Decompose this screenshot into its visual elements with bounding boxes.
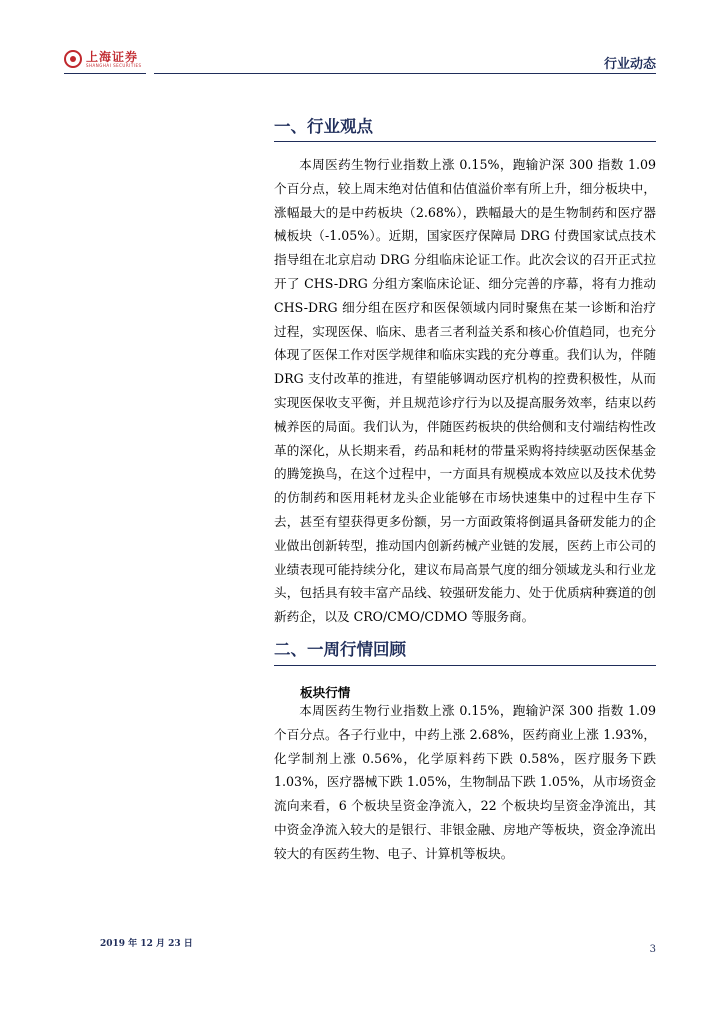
header-divider [154, 73, 656, 74]
section-divider-1 [274, 141, 656, 142]
section-title-weekly-review: 二、一周行情回顾 [274, 640, 406, 659]
section-divider-2 [274, 665, 656, 666]
company-logo [64, 50, 142, 68]
section-title-industry-view: 一、行业观点 [274, 117, 373, 136]
page-number: 3 [649, 944, 656, 955]
weekly-review-paragraph: 本周医药生物行业指数上涨 0.15%，跑输沪深 300 指数 1.09 个百分点。各子行业中，中药上涨 2.68%，医药商业上涨 1.93%，化学制剂上涨 0.56%，化学原料药下跌 0.58%，医疗服务下跌 1.03%，医疗器械下跌 1.05%，生物制品下跌 1.05%，从市场资金流向来看，6 个板块呈资金净流入，22 个板块均呈资金净流出，其中资金净流入较大的是银行、非银金融、房地产等板块，资金净流出较大的有医药生物、电子、计算机等板块。 [274, 703, 656, 861]
industry-view-paragraph: 本周医药生物行业指数上涨 0.15%，跑输沪深 300 指数 1.09 个百分点，较上周末绝对估值和估值溢价率有所上升，细分板块中，涨幅最大的是中药板块（2.68%），跌幅最大的是生物制药和医疗器械板块（-1.05%）。近期，国家医疗保障局 DRG 付费国家试点技术指导组在北京启动 DRG 分组临床论证工作。此次会议的召开正式拉开了 CHS-DRG 分组方案临床论证、细分完善的序幕，将有力推动 CHS-DRG 细分组在医疗和医保领域内同时聚焦在某一诊断和治疗过程，实现医保、临床、患者三者利益关系和核心价值趋同，也充分体现了医保工作对医学规律和临床实践的充分尊重。我们认为，伴随 DRG 支付改革的推进，有望能够调动医疗机构的控费积极性，从而实现医保收支平衡，并且规范诊疗行为以及提高服务效率，结束以药械养医的局面。我们认为，伴随医药板块的供给侧和支付端结构性改革的深化，从长期来看，药品和耗材的带量采购将持续驱动医保基金的腾笼换鸟，在这个过程中，一方面具有规模成本效应以及技术优势的仿制药和医用耗材龙头企业能够在市场快速集中的过程中生存下去，甚至有望获得更多份额，另一方面政策将倒逼具备研发能力的企业做出创新转型，推动国内创新药械产业链的发展，医药上市公司的业绩表现可能持续分化，建议布局高景气度的细分领域龙头和行业龙头，包括具有较丰富产品线、较强研发能力、处于优质病种赛道的创新药企，以及 CRO/CMO/CDMO 等服务商。 [274, 157, 656, 625]
logo-chinese-name: 上海证券 [86, 49, 139, 64]
header-divider-left [64, 73, 146, 74]
report-category: 行业动态 [603, 57, 656, 72]
report-date: 2019 年 12 月 23 日 [100, 939, 193, 949]
subheading-sector-performance: 板块行情 [300, 685, 351, 700]
logo-seal-icon [64, 50, 82, 68]
logo-english-name: SHANGHAI SECURITIES [86, 62, 142, 68]
